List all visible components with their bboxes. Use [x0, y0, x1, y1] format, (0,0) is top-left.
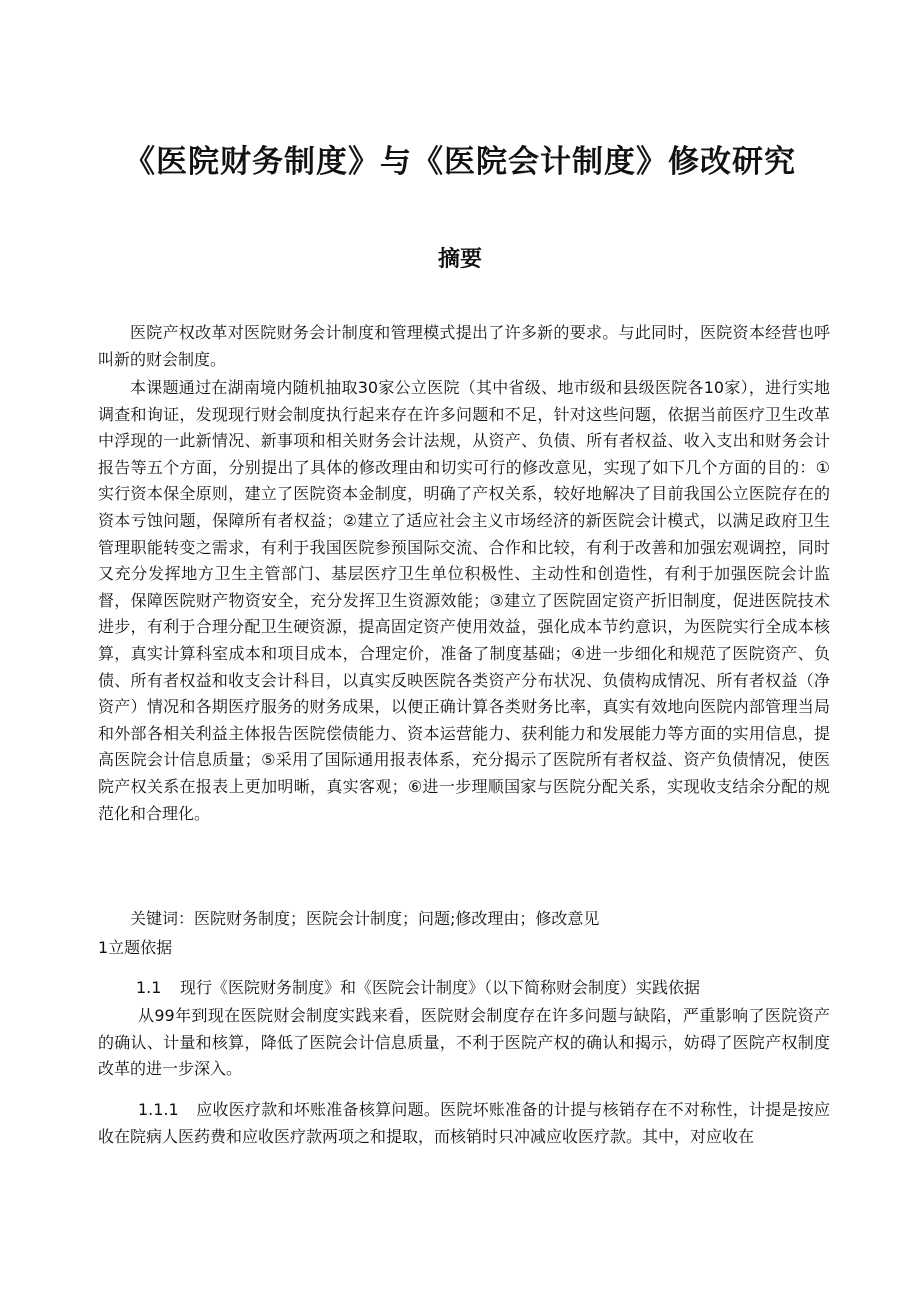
keywords-line: 关键词：医院财务制度；医院会计制度；问题;修改理由；修改意见: [130, 909, 600, 928]
abstract-paragraph-2: [98, 375, 830, 827]
section-paragraph-text: 应收医疗款和坏账准备核算问题。医院坏账准备的计提与核销存在不对称性，计提是按应收在院病人医药费和应收医疗款两项之和提取，而核销时只冲减应收医疗款。其中，对应收在: [98, 1100, 830, 1146]
section-number: 1.1.1: [138, 1100, 179, 1119]
paragraph-text: 本课题通过在湖南境内随机抽取30家公立医院（其中省级、地市级和县级医院各10家），进行实地调查和询证，发现现行财会制度执行起来存在许多问题和不足，针对这些问题，依据当前医疗卫生改革中浮现的一此新情况、新事项和相关财务会计法规，从资产、负债、所有者权益、收入支出和财务会计报告等五个方面，分别提出了具体的修改理由和切实可行的修改意见，实现了如下几个方面的目的：①实行资本保全原则，建立了医院资本金制度，明确了产权关系，较好地解决了目前我国公立医院存在的资本亏蚀问题，保障所有者权益；②建立了适应社会主义市场经济的新医院会计模式，以满足政府卫生管理职能转变之需求，有利于我国医院参预国际交流、合作和比较，有利于改善和加强宏观调控，同时又充分发挥地方卫生主管部门、基层医疗卫生单位积极性、主动性和创造性，有利于加强医院会计监督，保障医院财产物资安全，充分发挥卫生资源效能；③建立了医院固定资产折旧制度，促进医院技术进步，有利于合理分配卫生硬资源，提高固定资产使用效益，强化成本节约意识，为医院实行全成本核算，真实计算科室成本和项目成本，合理定价，准备了制度基础；④进一步细化和规范了医院资产、负债、所有者权益和收支会计科目，以真实反映医院各类资产分布状况、负债构成情况、所有者权益（净资产）情况和各期医疗服务的财务成果，以便正确计算各类财务比率，真实有效地向医院内部管理当局和外部各相关利益主体报告医院偿债能力、资本运营能力、获利能力和发展能力等方面的实用信息，提高医院会计信息质量；⑤采用了国际通用报表体系，充分揭示了医院所有者权益、资产负债情况，使医院产权关系在报表上更加明晰，真实客观；⑥进一步理顺国家与医院分配关系，实现收支结余分配的规范化和合理化。: [98, 378, 830, 823]
paragraph-text: [98, 1097, 830, 1150]
section-number: 1.1: [136, 978, 162, 997]
section-heading-text: 现行《医院财务制度》和《医院会计制度》（以下简称财会制度）实践依据: [180, 978, 701, 997]
abstract-paragraph-1: [98, 320, 830, 373]
document-title: 《医院财务制度》与《医院会计制度》修改研究: [124, 144, 796, 180]
abstract-heading: 摘要: [437, 247, 482, 272]
section-heading-1: 1立题依据: [98, 938, 173, 957]
paragraph-text: 从99年到现在医院财会制度实践来看，医院财会制度存在许多问题与缺陷，严重影响了医院资产的确认、计量和核算，降低了医院会计信息质量，不利于医院产权的确认和揭示，妨碍了医院产权制度改革的进一步深入。: [98, 1006, 830, 1079]
paragraph-text: 医院产权改革对医院财务会计制度和管理模式提出了许多新的要求。与此同时，医院资本经营也呼叫新的财会制度。: [98, 323, 830, 369]
section-1-1-paragraph: [98, 1003, 830, 1083]
section-1-1-1-paragraph: [98, 1097, 830, 1150]
section-heading-1-1: [136, 975, 700, 1001]
